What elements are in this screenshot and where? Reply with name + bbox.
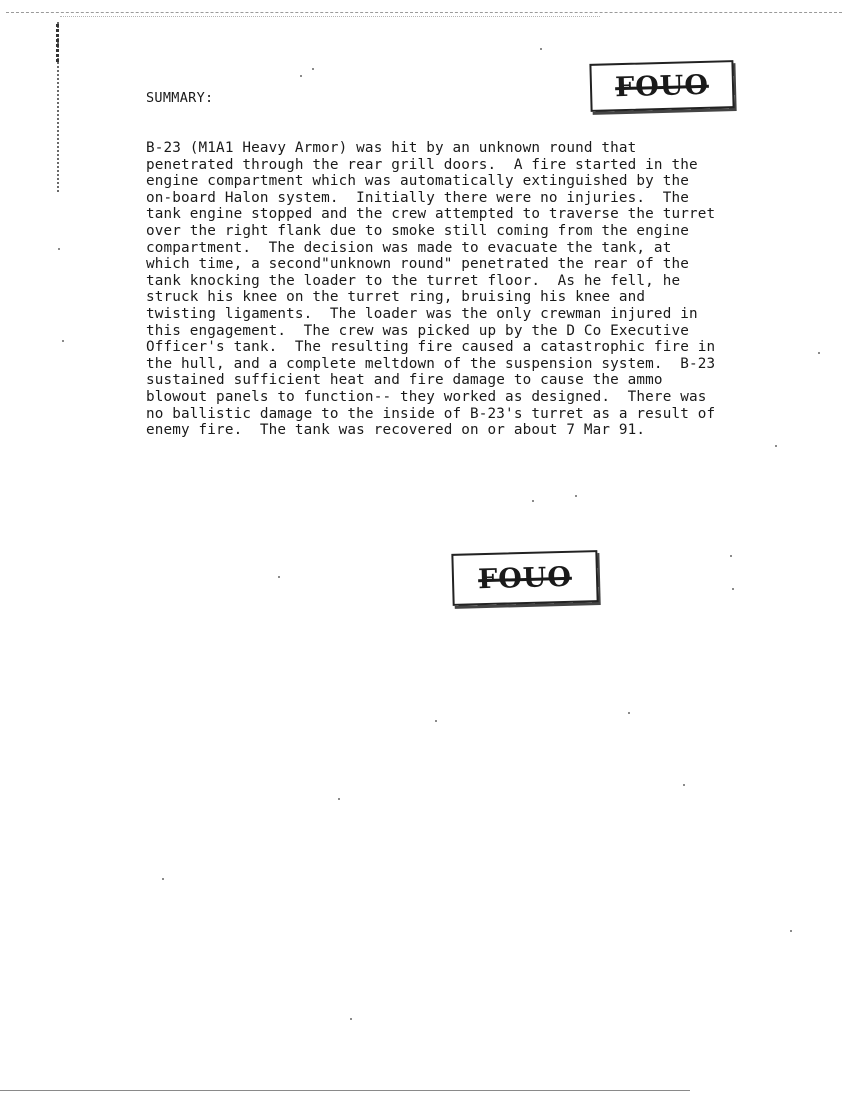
body-line: struck his knee on the turret ring, bruising his knee and (146, 289, 646, 306)
scan-speck (775, 445, 777, 447)
scan-speck (312, 68, 314, 70)
body-line: sustained sufficient heat and fire damage to cause the ammo (146, 372, 663, 389)
scan-speck (730, 555, 732, 557)
fouo-stamp-top: FOUO (589, 60, 734, 112)
body-line: on-board Halon system. Initially there were no injuries. The (146, 189, 689, 206)
scan-left-binding-dark (56, 24, 59, 64)
scan-speck (628, 712, 630, 714)
scan-speck (58, 248, 60, 250)
body-line: the hull, and a complete meltdown of the suspension system. B-23 (146, 355, 716, 372)
body-line: tank knocking the loader to the turret floor. As he fell, he (146, 272, 681, 289)
body-line: Officer's tank. The resulting fire caused a catastrophic fire in (146, 339, 716, 356)
body-line: over the right flank due to smoke still coming from the engine (146, 222, 689, 239)
scan-speck (162, 878, 164, 880)
summary-body (146, 140, 826, 439)
scan-speck (278, 576, 280, 578)
body-line: this engagement. The crew was picked up by the D Co Executive (146, 322, 689, 339)
scan-speck (575, 495, 577, 497)
summary-heading: SUMMARY: (146, 90, 214, 106)
body-line: which time, a second"unknown round" penetrated the rear of the (146, 256, 689, 273)
body-line: no ballistic damage to the inside of B-23's turret as a result of (146, 405, 716, 422)
body-line: penetrated through the rear grill doors. A fire started in the (146, 156, 698, 173)
scan-speck (683, 784, 685, 786)
scan-speck (532, 500, 534, 502)
scan-speck (300, 75, 302, 77)
scan-top-edge (6, 12, 842, 13)
scan-speck (540, 48, 542, 50)
body-line: enemy fire. The tank was recovered on or about 7 Mar 91. (146, 422, 646, 439)
scan-bottom-edge (0, 1090, 690, 1091)
body-line: B-23 (M1A1 Heavy Armor) was hit by an unknown round that (146, 140, 637, 156)
body-line: tank engine stopped and the crew attempted to traverse the turret (146, 206, 716, 223)
scan-top-edge-faint (60, 16, 600, 17)
fouo-stamp-middle: FOUO (451, 550, 598, 606)
scan-speck (62, 340, 64, 342)
scan-speck (338, 798, 340, 800)
body-line: engine compartment which was automatically extinguished by the (146, 173, 689, 190)
scan-speck (790, 930, 792, 932)
body-line: compartment. The decision was made to evacuate the tank, at (146, 239, 672, 256)
scan-speck (732, 588, 734, 590)
scan-speck (435, 720, 437, 722)
scan-speck (350, 1018, 352, 1020)
body-line: blowout panels to function-- they worked as designed. There was (146, 388, 707, 405)
body-line: twisting ligaments. The loader was the only crewman injured in (146, 305, 698, 322)
